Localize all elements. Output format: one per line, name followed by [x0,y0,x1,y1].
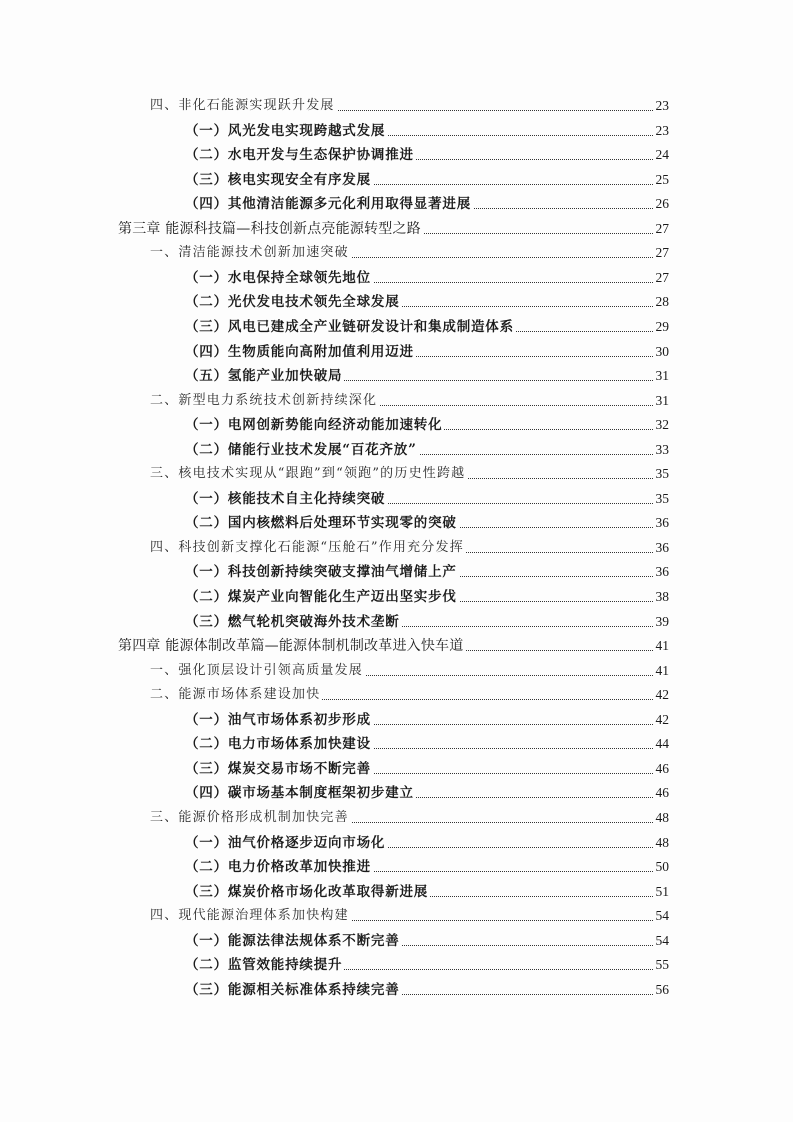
toc-entry-title: （五）氢能产业加快破局 [185,365,344,387]
toc-entry-title: （四）生物质能向高附加值利用迈进 [185,341,416,363]
toc-entry-sub[interactable] [0,488,793,510]
toc-entry-page-number: 24 [654,144,670,166]
toc-entry-title: （一）能源法律法规体系不断完善 [185,930,402,952]
toc-entry-page-number: 36 [654,512,670,534]
toc-entry-page-number: 35 [654,463,670,485]
toc-entry-sub[interactable] [0,832,793,854]
toc-entry-title: 一、强化顶层设计引领高质量发展 [150,660,365,682]
toc-entry-page-number: 27 [654,218,670,240]
toc-entry-title: 一、清洁能源技术创新加速突破 [150,242,351,264]
toc-entry-sub[interactable] [0,856,793,878]
toc-entry-page-number: 30 [654,341,670,363]
toc-entry-page-number: 50 [654,856,670,878]
toc-entry-title: （一）核能技术自主化持续突破 [185,488,387,510]
toc-entry-title: （二）国内核燃料后处理环节实现零的突破 [185,512,459,534]
toc-entry-section[interactable] [0,463,793,485]
toc-entry-page-number: 48 [654,807,670,829]
toc-entry-title: 三、核电技术实现从“跟跑”到“领跑”的历史性跨越 [150,463,467,485]
toc-entry-page-number: 25 [654,169,670,191]
toc-entry-page-number: 36 [654,537,670,559]
toc-entry-page-number: 54 [654,905,670,927]
toc-entry-title: （一）油气价格逐步迈向市场化 [185,832,387,854]
toc-entry-page-number: 27 [654,267,670,289]
toc-entry-sub[interactable] [0,193,793,215]
toc-entry-section[interactable] [0,660,793,682]
toc-entry-section[interactable] [0,242,793,264]
toc-entry-page-number: 23 [654,95,670,117]
toc-entry-section[interactable] [0,684,793,706]
toc-entry-chapter[interactable] [0,635,793,657]
toc-entry-chapter[interactable] [0,218,793,240]
toc-entry-page-number: 27 [654,242,670,264]
toc-entry-page-number: 36 [654,561,670,583]
toc-entry-title: （二）电力市场体系加快建设 [185,733,373,755]
toc-entry-title: （三）燃气轮机突破海外技术垄断 [185,611,402,633]
toc-entry-title: 二、新型电力系统技术创新持续深化 [150,390,379,412]
toc-entry-title: 四、科技创新支撑化石能源“压舱石”作用充分发挥 [150,537,466,559]
toc-entry-title: （二）电力价格改革加快推进 [185,856,373,878]
toc-entry-section[interactable] [0,537,793,559]
toc-entry-sub[interactable] [0,439,793,461]
toc-entry-sub[interactable] [0,144,793,166]
toc-entry-title: （二）水电开发与生态保护协调推进 [185,144,416,166]
toc-entry-page-number: 23 [654,120,670,142]
toc-entry-page-number: 38 [654,586,670,608]
toc-entry-title: （三）能源相关标准体系持续完善 [185,979,402,1001]
toc-entry-page-number: 54 [654,930,670,952]
toc-entry-sub[interactable] [0,979,793,1001]
toc-entry-page-number: 39 [654,611,670,633]
toc-entry-sub[interactable] [0,267,793,289]
toc-entry-page-number: 26 [654,193,670,215]
toc-entry-sub[interactable] [0,782,793,804]
toc-entry-sub[interactable] [0,611,793,633]
toc-entry-sub[interactable] [0,881,793,903]
toc-entry-sub[interactable] [0,930,793,952]
toc-entry-title: 第三章 能源科技篇—科技创新点亮能源转型之路 [118,218,423,240]
toc-entry-page-number: 41 [654,660,670,682]
toc-entry-title: （一）风光发电实现跨越式发展 [185,120,387,142]
toc-entry-page-number: 48 [654,832,670,854]
toc-entry-title: （四）碳市场基本制度框架初步建立 [185,782,416,804]
toc-entry-section[interactable] [0,807,793,829]
toc-entry-sub[interactable] [0,709,793,731]
toc-entry-title: （三）核电实现安全有序发展 [185,169,373,191]
toc-entry-title: （二）煤炭产业向智能化生产迈出坚实步伐 [185,586,459,608]
toc-entry-title: （一）科技创新持续突破支撑油气增储上产 [185,561,459,583]
toc-entry-title: 二、能源市场体系建设加快 [150,684,322,706]
toc-entry-sub[interactable] [0,365,793,387]
toc-entry-page-number: 56 [654,979,670,1001]
toc-entry-page-number: 33 [654,439,670,461]
toc-entry-sub[interactable] [0,586,793,608]
toc-entry-title: （二）储能行业技术发展“百花齐放” [185,439,419,461]
toc-entry-sub[interactable] [0,414,793,436]
toc-entry-sub[interactable] [0,169,793,191]
toc-entry-page-number: 31 [654,365,670,387]
toc-entry-page-number: 35 [654,488,670,510]
toc-entry-page-number: 42 [654,709,670,731]
toc-entry-title: （三）煤炭价格市场化改革取得新进展 [185,881,430,903]
toc-entry-title: 四、现代能源治理体系加快构建 [150,905,351,927]
toc-entry-sub[interactable] [0,758,793,780]
toc-entry-title: （一）电网创新势能向经济动能加速转化 [185,414,444,436]
toc-entry-sub[interactable] [0,561,793,583]
toc-entry-title: 四、非化石能源实现跃升发展 [150,95,337,117]
toc-entry-sub[interactable] [0,954,793,976]
toc-entry-section[interactable] [0,905,793,927]
toc-entry-sub[interactable] [0,512,793,534]
toc-entry-title: 三、能源价格形成机制加快完善 [150,807,351,829]
toc-entry-page-number: 42 [654,684,670,706]
toc-entry-page-number: 51 [654,881,670,903]
toc-entry-title: （三）煤炭交易市场不断完善 [185,758,373,780]
toc-entry-sub[interactable] [0,120,793,142]
toc-entry-page-number: 31 [654,390,670,412]
toc-entry-title: （二）监管效能持续提升 [185,954,344,976]
toc-entry-title: （一）水电保持全球领先地位 [185,267,373,289]
toc-entry-page-number: 29 [654,316,670,338]
toc-entry-sub[interactable] [0,291,793,313]
toc-entry-title: （四）其他清洁能源多元化利用取得显著进展 [185,193,473,215]
toc-entry-section[interactable] [0,95,793,117]
toc-entry-section[interactable] [0,390,793,412]
toc-entry-page-number: 28 [654,291,670,313]
toc-entry-page-number: 46 [654,758,670,780]
toc-entry-page-number: 55 [654,954,670,976]
toc-entry-page-number: 32 [654,414,670,436]
toc-entry-sub[interactable] [0,341,793,363]
toc-entry-title: （一）油气市场体系初步形成 [185,709,373,731]
toc-entry-page-number: 41 [654,635,670,657]
toc-entry-title: （三）风电已建成全产业链研发设计和集成制造体系 [185,316,516,338]
toc-entry-title: 第四章 能源体制改革篇—能源体制机制改革进入快车道 [118,635,465,657]
toc-entry-page-number: 44 [654,733,670,755]
toc-entry-sub[interactable] [0,733,793,755]
toc-entry-page-number: 46 [654,782,670,804]
toc-entry-sub[interactable] [0,316,793,338]
toc-entry-title: （二）光伏发电技术领先全球发展 [185,291,402,313]
